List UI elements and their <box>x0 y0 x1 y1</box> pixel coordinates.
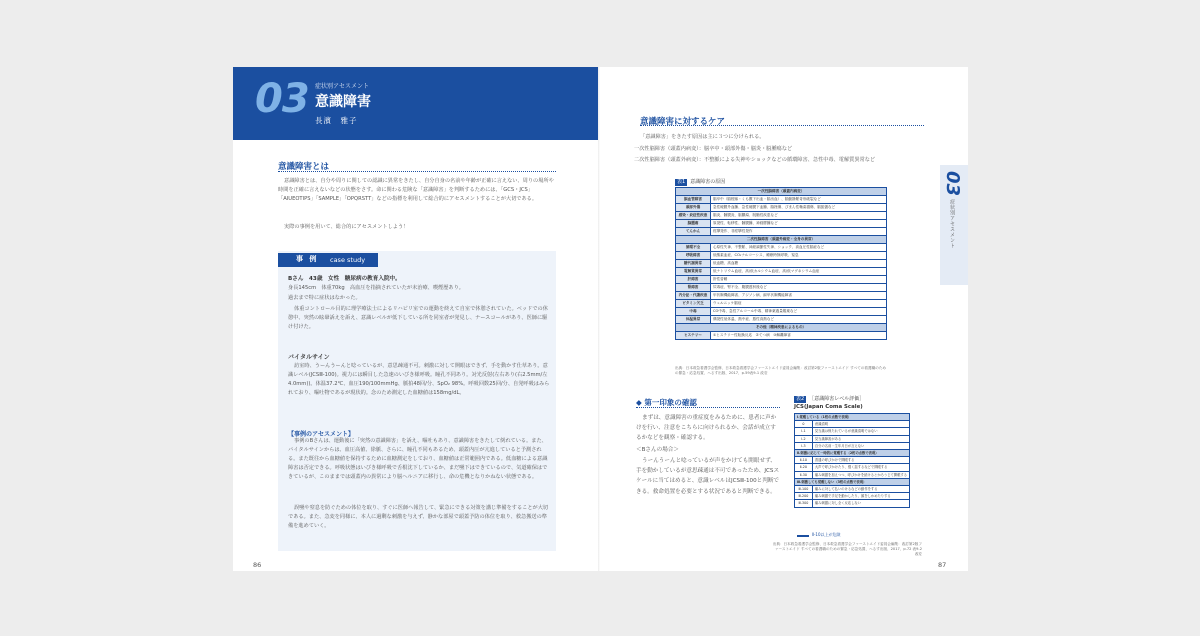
table-row <box>676 300 887 308</box>
table-cell-key: Ⅱ-20 <box>795 464 813 471</box>
table-cell-value: ①ヒステリー性転換反応 ②てつ病 ③解離障害 <box>711 332 887 340</box>
table-row <box>676 292 887 300</box>
table-cell-value: 肝性昏睡 <box>711 276 887 284</box>
table-cell-value: 急性硬膜外血腫、急性硬膜下血腫、脳挫傷、びまん性軸索損傷、脳振盪など <box>711 204 887 212</box>
side-tab-number: 03 <box>942 171 963 197</box>
table-cell-key: Ⅰ-3 <box>795 442 813 449</box>
care-line: 二次性脳障害（頭蓋外病変）：不整脈による失神やショックなどの循環障害、急性中毒、電解質異常など <box>634 157 876 163</box>
chapter-side-tab <box>940 165 968 285</box>
section-heading-first-impression: ◆ 第一印象の確認 <box>636 398 697 407</box>
table-group-header <box>676 324 887 332</box>
table-cell-value: 大声で呼びかけたり、強く揺するなどで開眼する <box>812 464 909 471</box>
table-cell-key: Ⅱ-30 <box>795 471 813 478</box>
case-label-english: case study <box>330 255 366 264</box>
table-row <box>676 244 887 252</box>
table-cell-key: てんかん <box>676 228 711 236</box>
table-cell-key: Ⅲ-200 <box>795 493 813 500</box>
table-group-title: Ⅱ.刺激に応じて一時的に覚醒する（2桁の点数で表現） <box>795 450 910 457</box>
side-tab-label: 症状別アセスメント <box>949 199 955 249</box>
chapter-subtitle: 症状別アセスメント <box>315 83 369 90</box>
table1-caption-text: 意識障害の原因 <box>690 179 726 185</box>
table-row <box>676 284 887 292</box>
table-cell-key: Ⅱ-10 <box>795 457 813 464</box>
table-row <box>795 442 910 449</box>
table-cell-value: CO中毒、急性アルコール中毒、精神薬過量服薬など <box>711 308 887 316</box>
chapter-title: 意識障害 <box>315 94 371 110</box>
table-cell-key: Ⅲ-300 <box>795 500 813 507</box>
table-row <box>795 471 910 478</box>
table-cell-key: 腎障害 <box>676 284 711 292</box>
table-cell-key: 体温異常 <box>676 316 711 324</box>
table-group-header <box>795 414 910 421</box>
table-cell-value: 意識清明 <box>812 421 909 428</box>
table-cell-value: 脳卒中（脳梗塞・くも膜下出血・脳出血）、脳動静脈奇形破裂など <box>711 196 887 204</box>
table-cell-key: 循環不全 <box>676 244 711 252</box>
table2-legend: Ⅱ-10以上が危険 <box>812 532 841 537</box>
table-row <box>795 493 910 500</box>
table-cell-key: Ⅰ-1 <box>795 428 813 435</box>
case-label: 事 例 <box>296 255 319 263</box>
table-row <box>676 252 887 260</box>
definition-paragraph: 意識障害とは、自分や周りに関しての認識に異常をきたし、自分自身の名前や年齢が正確に言えない、周りの場所や時間を正確に言えないなどの状態をさす。命に関わる危険な「意識障害」を判断するためには、「GCS・JCS」「AIUEOTIPS」「SAMPLE」「OPQRSTT」などの指標を利用して総合的にアセスメントすることが大切である。 <box>278 178 554 203</box>
table2-title: JCS(Japan Coma Scale) <box>794 404 863 410</box>
table-cell-key: 内分泌・代謝疾患 <box>676 292 711 300</box>
table-cell-value: 普通の呼びかけで開眼する <box>812 457 909 464</box>
table-row <box>795 500 910 507</box>
vitals-heading: バイタルサイン <box>288 354 330 361</box>
table-cell-value: 尿毒症、腎不全、腹膜透析後など <box>711 284 887 292</box>
table-cell-key: 脳血管障害 <box>676 196 711 204</box>
table1-caption <box>675 178 725 186</box>
table-row <box>795 486 910 493</box>
assessment-heading: 【事例のアセスメント】 <box>288 431 354 438</box>
table-row <box>676 268 887 276</box>
chapter-author: 長濱 雅子 <box>315 116 358 125</box>
first-impression-case-label: ＜Bさんの場合＞ <box>636 447 679 453</box>
section-divider <box>640 125 924 126</box>
table2-caption <box>794 395 864 403</box>
section-divider <box>636 407 780 408</box>
table-cell-value: 偶発性低体温、熱中症、悪性高熱など <box>711 316 887 324</box>
care-line: 「意識障害」をきたす原因は主に３つに分けられる。 <box>640 134 765 140</box>
page-number-right: 87 <box>938 561 947 569</box>
table-row <box>676 212 887 220</box>
table-row <box>676 204 887 212</box>
table-row <box>795 435 910 442</box>
table-cell-value: 低ナトリウム血症、高/低カルシウム血症、高/低マグネシウム血症 <box>711 268 887 276</box>
table-cell-key: ヒステリー <box>676 332 711 340</box>
table-cell-value: 自分の名前・生年月日が言えない <box>812 442 909 449</box>
table-cell-value: 痛み刺激を加えつつ、呼びかけを続けるとかろうじて開眼する <box>812 471 909 478</box>
definition-paragraph-2: 実際の事例を用いて、総合的にアセスメントしよう！ <box>284 224 409 230</box>
table-cell-key: 頭部外傷 <box>676 204 711 212</box>
table-cell-key: 脳腫瘍 <box>676 220 711 228</box>
table-group-header <box>676 188 887 196</box>
table-cell-key: 糖代謝異常 <box>676 260 711 268</box>
table-cell-value: ウェルニッケ脳症 <box>711 300 887 308</box>
table-cell-value: 痛みに対して払いのけるなどの動作をする <box>812 486 909 493</box>
table-row <box>676 332 887 340</box>
table-cell-key: ビタミン欠乏 <box>676 300 711 308</box>
table-row <box>676 196 887 204</box>
left-page <box>233 67 600 571</box>
table-group-title: 二次性脳障害（頭蓋外病変・全身の異常） <box>676 236 887 244</box>
table-row <box>795 457 910 464</box>
table2-caption-text: ［意識障害レベル評価］ <box>809 396 865 402</box>
table-cell-key: 感染・炎症性疾患 <box>676 212 711 220</box>
assessment-paragraph: 事例のBさんは、運動後に「突然の意識障害」を訴え、嘔吐もあり、意識障害をきたして倒れている。また、バイタルサインからは、血圧高値、徐脈、さらに、瞳孔不同もあるため、頭蓋内圧が亢進していると予測される。また既往から血糖値を保持するために血糖測定をしており、血糖値は正常範囲内である。低血糖による意識障害は否定できる。呼吸状態はいびき様呼吸で舌根沈下しているか、まだ嚥下はできているので、気道確保はできているが、このままでは頭蓋内の異常により脳ヘルニアに移行し、命の危機となりかねない状態である。 <box>288 438 548 481</box>
table-cell-key: 中毒 <box>676 308 711 316</box>
table-cell-value: 痛み刺激で手足を動かしたり、顔をしかめたりする <box>812 493 909 500</box>
closing-paragraph: 誤嚥や窒息を防ぐための体位を取り、すぐに医師へ報告して、緊急にできる対策を講じ準備をすることが大切である。また、急変を同様に、本人に過剰な刺激を与えず、静かな部屋で頭蓋予防の体位を取り、救急搬送の準備を進めていく。 <box>288 505 549 530</box>
first-impression-paragraph: うーんうーんと唸っているが声をかけても開眼せず、手を動かしているが意思疎通は不可であったため、JCSスケールに当てはめると、意識レベルはJCSⅢ-100と判断できる。救命処置を必要とする状況であると判断できる。 <box>636 458 780 495</box>
table-cell-value: 見当識は保たれているが意識清明ではない <box>812 428 909 435</box>
vitals-paragraph: 訪室時、うーんうーんと唸っているが、意思疎通不可。刺激に対して開眼はできず、手を動かす仕草あり。意識レベル(JCSⅢ-100)。視力には瞬目した急速のいびき様呼吸。瞳孔不同あり。対光反射(左右あり(右2.5mm/左4.0mm))。体温37.2℃、血圧190/100mmHg、脈拍48回/分、SpO₂ 98%。呼吸回数25回/分、自発呼吸はみられており、嘔吐物であるが現状的。念のため測定した血糖値は158mg/dL。 <box>288 363 550 397</box>
case-heading: Bさん 43歳 女性 糖尿病の教育入院中。 <box>288 276 401 282</box>
table-cell-value: 見当識障害がある <box>812 435 909 442</box>
table-cell-value: 低血糖、高血糖 <box>711 260 887 268</box>
table-cell-key: 0 <box>795 421 813 428</box>
table-cell-value: 痛み刺激に対し全く反応しない <box>812 500 909 507</box>
right-page <box>600 67 968 571</box>
table-cell-key: 呼吸障害 <box>676 252 711 260</box>
table1-tag: 表1 <box>677 179 686 185</box>
legend-arrow-icon <box>797 535 809 537</box>
table-row <box>676 308 887 316</box>
section-heading-care: 意識障害に対するケア <box>640 117 726 127</box>
table-row <box>795 421 910 428</box>
section-divider <box>278 171 556 172</box>
table-row <box>676 228 887 236</box>
case-paragraph: 身長145cm 体重70kg 高血圧を指摘されていたが未治療、喫煙歴あり。 <box>288 285 464 291</box>
table-group-title: その他（精神疾患によるもの） <box>676 324 887 332</box>
care-line: 一次性脳障害（頭蓋内病変）：脳卒中・頭部外傷・脳炎・脳腫瘍など <box>634 146 793 152</box>
case-paragraph: 過去まで特に症状はなかった。 <box>288 295 361 301</box>
case-paragraph: 体重コントロール目的に理学療法士によるリハビリ室での運動を終えて自室で休憩されていた。ベッドでの休憩中、突然の眩暈訴えを訴え、意識レベルが低下している所を同室者が発見し、ナースコールがあり、医師に駆け付けた。 <box>288 306 548 331</box>
table-row <box>676 220 887 228</box>
section-heading-definition: 意識障害とは <box>278 162 330 172</box>
table-group-header <box>795 478 910 485</box>
table-cell-key: Ⅰ-2 <box>795 435 813 442</box>
table-cell-value: 甲状腺機能障害、アジソン病、副甲状腺機能障害 <box>711 292 887 300</box>
table-group-header <box>795 450 910 457</box>
table1-source: 出典：日本救急看護学会監修、日本救急看護学会ファーストエイド委員会編集：改訂第2版ファーストエイド すべての看護職のための緊急・応急処置、へるす出版、2017、p.59表9-1 改変 <box>675 366 886 376</box>
chapter-header <box>233 67 600 140</box>
page-number-left: 86 <box>253 561 262 569</box>
table-cell-key: 肝障害 <box>676 276 711 284</box>
table-group-header <box>676 236 887 244</box>
table-row <box>676 260 887 268</box>
table-cell-value: 脳炎、髄膜炎、脳膿瘍、脱髄性疾患など <box>711 212 887 220</box>
table-cell-key: 電解質異常 <box>676 268 711 276</box>
table-row <box>676 276 887 284</box>
table-cell-value: 低酸素血症、CO₂ナルコーシス、睡眠時無呼吸、窒息 <box>711 252 887 260</box>
table-cell-value: 痙攣発作、非痙攣性発作 <box>711 228 887 236</box>
first-impression-heading-text: 第一印象の確認 <box>644 398 697 407</box>
table-row <box>795 428 910 435</box>
table1 <box>675 187 887 340</box>
table2 <box>794 413 910 508</box>
table2-tag: 表2 <box>796 396 805 402</box>
table-row <box>676 316 887 324</box>
table-cell-value: 心原性失神、不整脈、神経調節性失神、ショック、高血圧性脳症など <box>711 244 887 252</box>
table-cell-value: 原発性、転移性、髄膜腫、神経膠腫など <box>711 220 887 228</box>
chapter-number: 03 <box>255 76 309 122</box>
table-group-title: Ⅲ.刺激しても覚醒しない（3桁の点数で表現） <box>795 478 910 485</box>
table-group-title: 一次性脳障害（頭蓋内病変） <box>676 188 887 196</box>
table-group-title: Ⅰ.覚醒している（1桁の点数で表現） <box>795 414 910 421</box>
case-study-tab <box>278 253 378 267</box>
table-cell-key: Ⅲ-100 <box>795 486 813 493</box>
first-impression-paragraph: まずは、意識障害の重症度をみるために、患者に声かけを行い、注意をこちらに向けられるか、会話が成立するかなどを観察・確認する。 <box>636 415 777 442</box>
table-row <box>795 464 910 471</box>
table2-source: 出典：日本救急看護学会監修、日本救急看護学会ファーストエイド委員会編集：改訂第2版ファーストエイド すべての看護職のための緊急・応急処置、へるす出版、2017、p.72 表9-2 改変 <box>772 542 922 557</box>
